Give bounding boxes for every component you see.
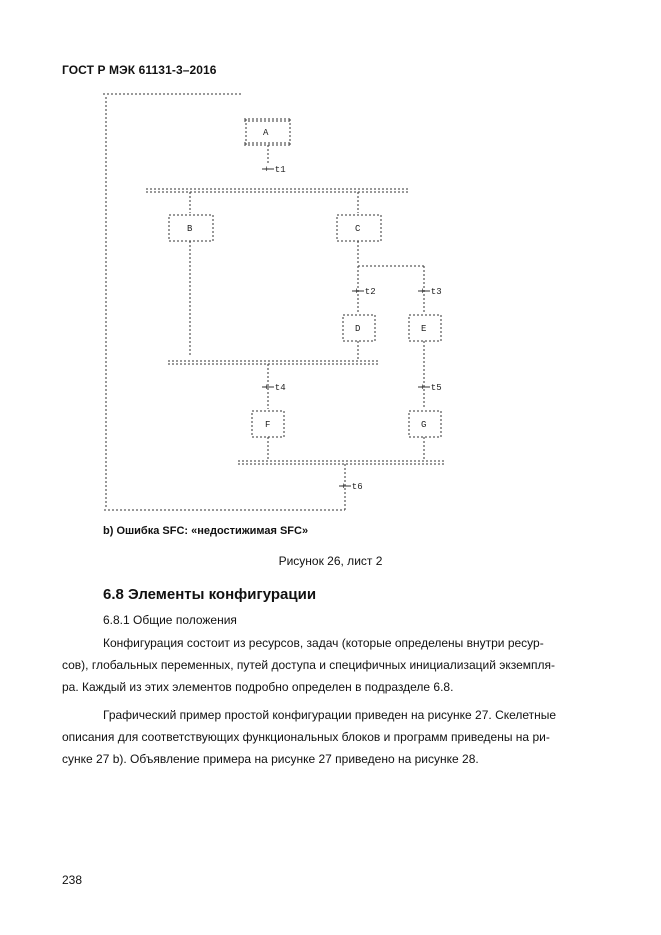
paragraph-line: сов), глобальных переменных, путей доступа и специфичных инициализаций экземпля- bbox=[62, 658, 556, 672]
subsection-title: 6.8.1 Общие положения bbox=[103, 613, 237, 627]
paragraph-example bbox=[62, 704, 600, 770]
step-d-label: D bbox=[355, 324, 361, 334]
paragraph-configuration bbox=[62, 632, 600, 698]
section-title: 6.8 Элементы конфигурации bbox=[103, 586, 317, 603]
step-c-label: C bbox=[355, 224, 361, 234]
paragraph-line: Конфигурация состоит из ресурсов, задач (которые определены внутри ресур- bbox=[103, 636, 544, 650]
sfc-diagram bbox=[0, 85, 661, 521]
paragraph-line: Графический пример простой конфигурации приведен на рисунке 27. Скелетные bbox=[103, 708, 557, 722]
step-f-label: F bbox=[265, 420, 271, 430]
step-g-label: G bbox=[421, 420, 427, 430]
step-b-label: B bbox=[187, 224, 193, 234]
figure-caption: Рисунок 26, лист 2 bbox=[278, 554, 383, 568]
transition-t2-label: + t2 bbox=[354, 287, 376, 297]
transition-t4-label: + t4 bbox=[264, 383, 286, 393]
paragraph-line: сунке 27 b). Объявление примера на рисунке 27 приведено на рисунке 28. bbox=[62, 752, 479, 766]
transition-t6-label: + t6 bbox=[341, 482, 363, 492]
transition-t1-label: + t1 bbox=[264, 165, 286, 175]
document-header: ГОСТ Р МЭК 61131-3–2016 bbox=[62, 63, 217, 77]
step-a-label: A bbox=[263, 128, 269, 138]
diagram-caption: b) Ошибка SFC: «недостижимая SFC» bbox=[103, 525, 309, 537]
page-number: 238 bbox=[62, 873, 83, 887]
step-e-label: E bbox=[421, 324, 427, 334]
transition-t3-label: + t3 bbox=[420, 287, 442, 297]
transition-t5-label: + t5 bbox=[420, 383, 442, 393]
paragraph-line: ра. Каждый из этих элементов подробно определен в подразделе 6.8. bbox=[62, 680, 454, 694]
paragraph-line: описания для соответствующих функциональных блоков и программ приведены на ри- bbox=[62, 730, 550, 744]
